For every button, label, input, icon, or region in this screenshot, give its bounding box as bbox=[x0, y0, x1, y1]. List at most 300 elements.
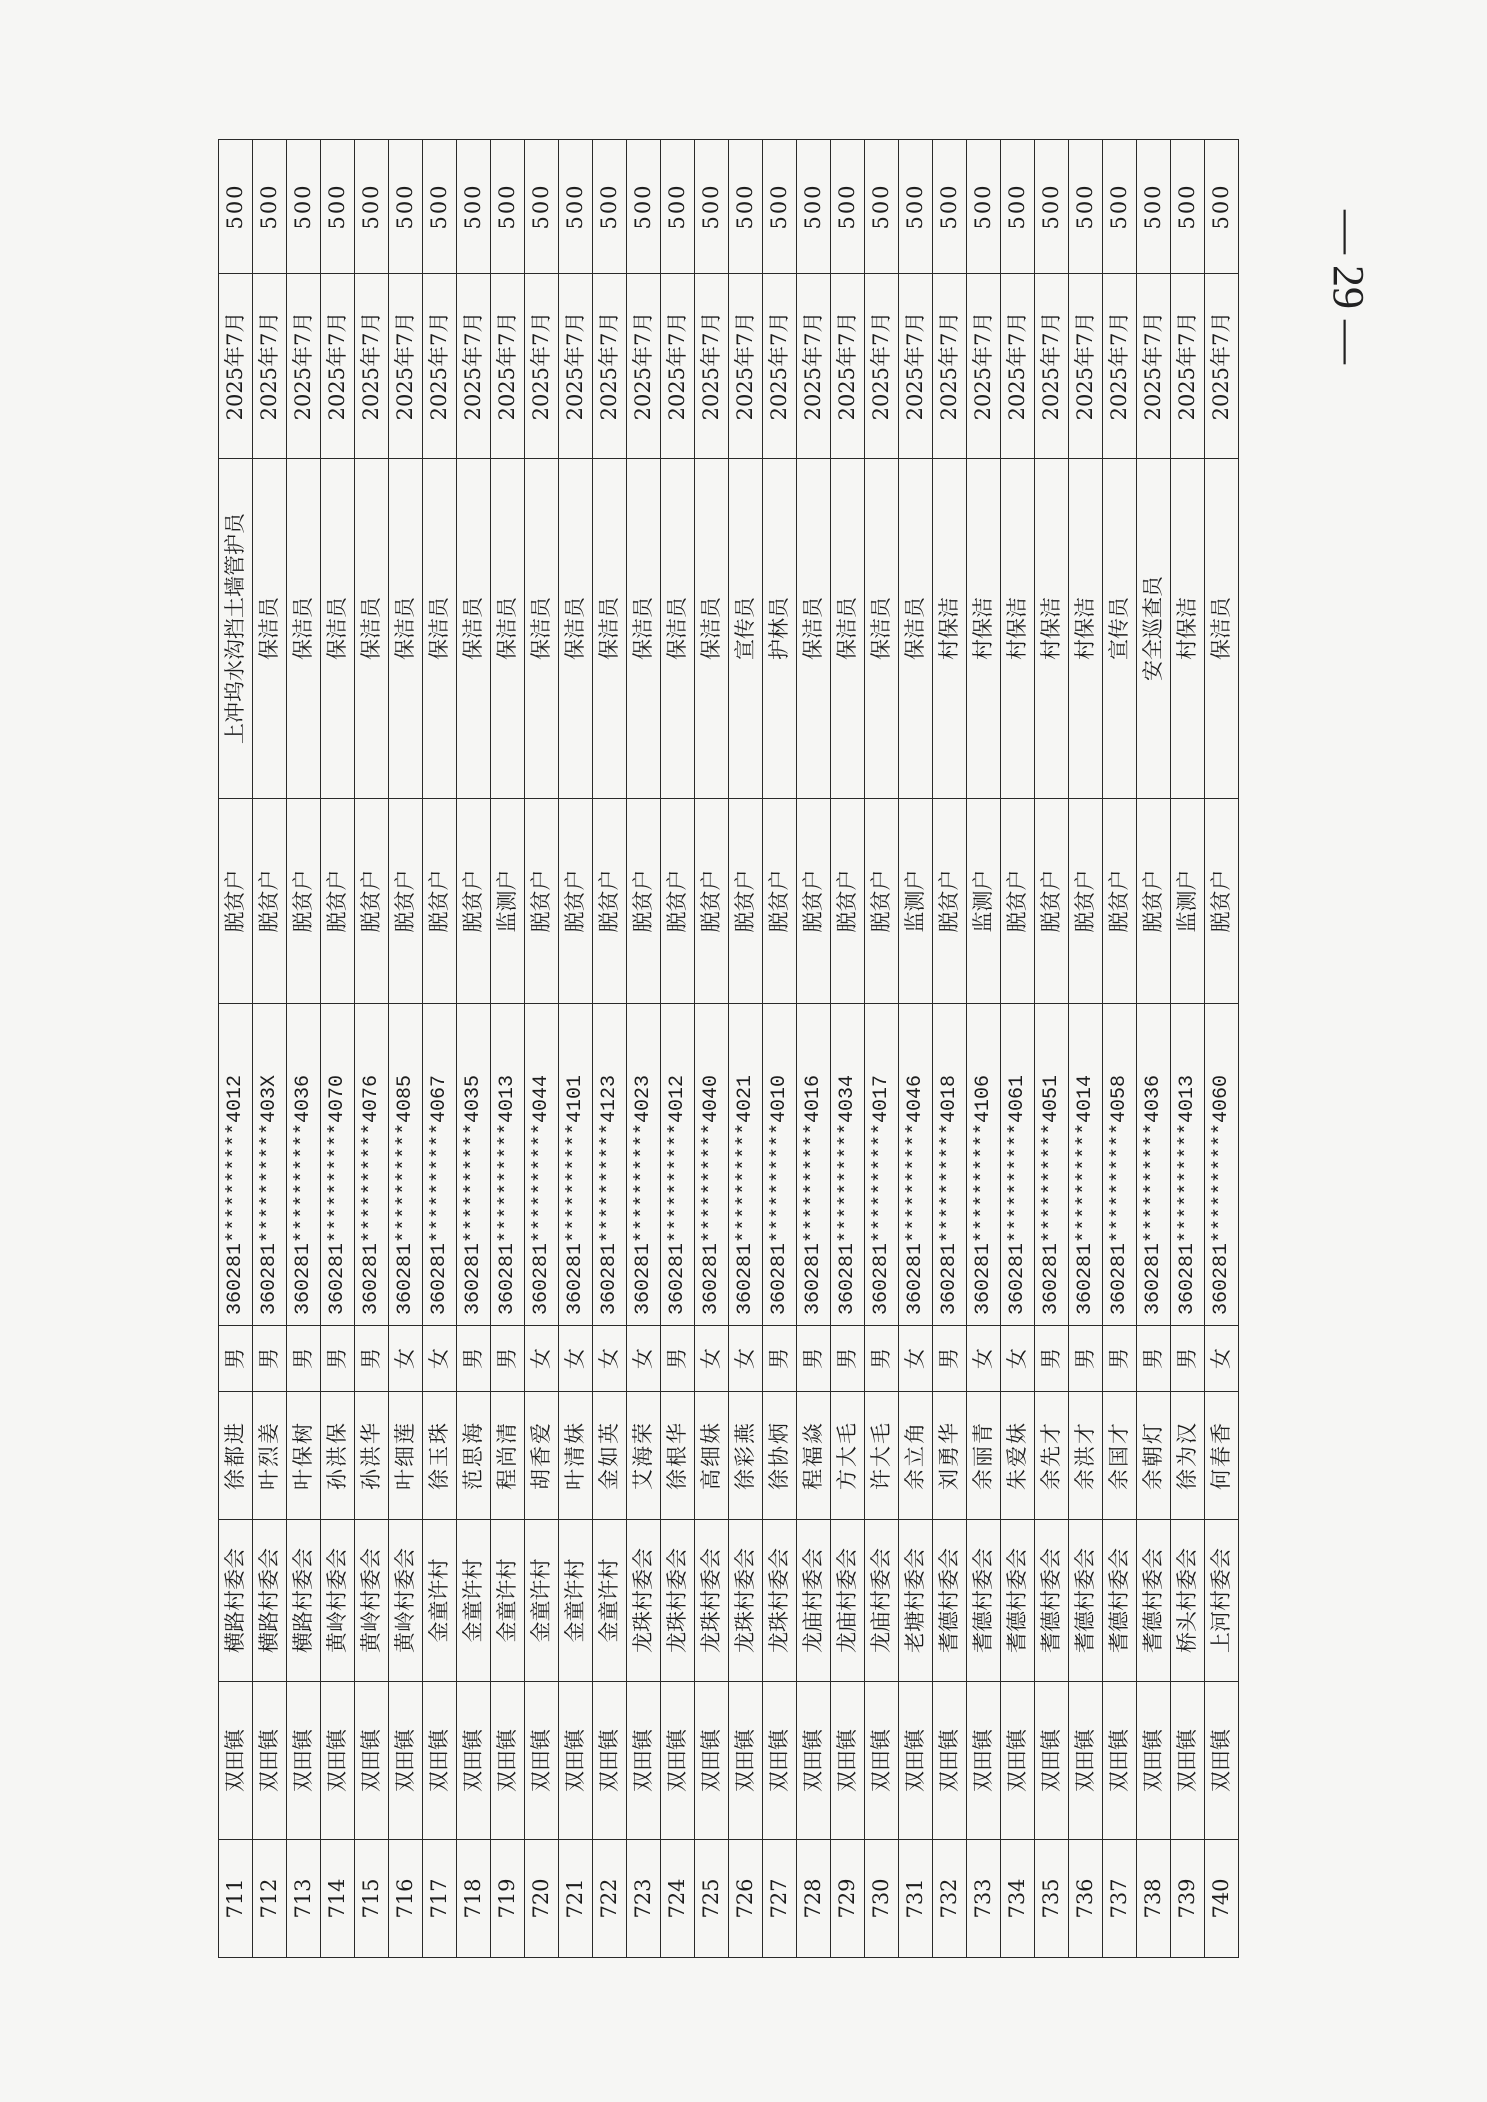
household-type-cell: 脱贫户 bbox=[457, 799, 491, 1004]
town-cell: 双田镇 bbox=[865, 1682, 899, 1840]
serial-number-cell: 714 bbox=[321, 1840, 355, 1958]
name-cell: 叶细莲 bbox=[389, 1392, 423, 1520]
village-cell: 龙珠村委会 bbox=[661, 1520, 695, 1682]
name-cell: 徐协炳 bbox=[763, 1392, 797, 1520]
village-cell: 龙庙村委会 bbox=[831, 1520, 865, 1682]
name-cell: 徐玉珠 bbox=[423, 1392, 457, 1520]
village-cell: 金童许村 bbox=[525, 1520, 559, 1682]
village-cell: 横路村委会 bbox=[219, 1520, 253, 1682]
table-row bbox=[967, 140, 1001, 1958]
gender-cell: 男 bbox=[831, 1326, 865, 1392]
town-cell: 双田镇 bbox=[1171, 1682, 1205, 1840]
gender-cell: 男 bbox=[1103, 1326, 1137, 1392]
name-cell: 程福焱 bbox=[797, 1392, 831, 1520]
table-row bbox=[627, 140, 661, 1958]
amount-cell: 500 bbox=[559, 140, 593, 274]
village-cell: 黄岭村委会 bbox=[355, 1520, 389, 1682]
post-cell: 村保洁 bbox=[933, 459, 967, 799]
village-cell: 金童许村 bbox=[559, 1520, 593, 1682]
household-type-cell: 脱贫户 bbox=[865, 799, 899, 1004]
post-cell: 保洁员 bbox=[831, 459, 865, 799]
serial-number-cell: 718 bbox=[457, 1840, 491, 1958]
month-cell: 2025年7月 bbox=[423, 274, 457, 459]
table-row bbox=[219, 140, 253, 1958]
serial-number-cell: 730 bbox=[865, 1840, 899, 1958]
table-row bbox=[1171, 140, 1205, 1958]
village-cell: 耆德村委会 bbox=[1069, 1520, 1103, 1682]
village-cell: 黄岭村委会 bbox=[389, 1520, 423, 1682]
month-cell: 2025年7月 bbox=[763, 274, 797, 459]
month-cell: 2025年7月 bbox=[831, 274, 865, 459]
table-row bbox=[253, 140, 287, 1958]
amount-cell: 500 bbox=[797, 140, 831, 274]
serial-number-cell: 722 bbox=[593, 1840, 627, 1958]
month-cell: 2025年7月 bbox=[1069, 274, 1103, 459]
town-cell: 双田镇 bbox=[1103, 1682, 1137, 1840]
table-row bbox=[559, 140, 593, 1958]
month-cell: 2025年7月 bbox=[1035, 274, 1069, 459]
town-cell: 双田镇 bbox=[695, 1682, 729, 1840]
post-cell: 村保洁 bbox=[967, 459, 1001, 799]
post-cell: 宣传员 bbox=[1103, 459, 1137, 799]
gender-cell: 女 bbox=[967, 1326, 1001, 1392]
name-cell: 余朝灯 bbox=[1137, 1392, 1171, 1520]
amount-cell: 500 bbox=[831, 140, 865, 274]
town-cell: 双田镇 bbox=[1137, 1682, 1171, 1840]
household-type-cell: 监测户 bbox=[491, 799, 525, 1004]
amount-cell: 500 bbox=[389, 140, 423, 274]
household-type-cell: 脱贫户 bbox=[253, 799, 287, 1004]
table-row bbox=[1205, 140, 1239, 1958]
amount-cell: 500 bbox=[627, 140, 661, 274]
village-cell: 耆德村委会 bbox=[933, 1520, 967, 1682]
id-number-cell: 360281**********4076 bbox=[355, 1004, 389, 1326]
serial-number-cell: 738 bbox=[1137, 1840, 1171, 1958]
name-cell: 朱爱妹 bbox=[1001, 1392, 1035, 1520]
month-cell: 2025年7月 bbox=[219, 274, 253, 459]
gender-cell: 女 bbox=[389, 1326, 423, 1392]
household-type-cell: 脱贫户 bbox=[525, 799, 559, 1004]
name-cell: 徐为汉 bbox=[1171, 1392, 1205, 1520]
household-type-cell: 脱贫户 bbox=[1137, 799, 1171, 1004]
table-row bbox=[457, 140, 491, 1958]
id-number-cell: 360281**********4070 bbox=[321, 1004, 355, 1326]
name-cell: 许大毛 bbox=[865, 1392, 899, 1520]
post-cell: 保洁员 bbox=[695, 459, 729, 799]
serial-number-cell: 716 bbox=[389, 1840, 423, 1958]
amount-cell: 500 bbox=[1137, 140, 1171, 274]
post-cell: 保洁员 bbox=[423, 459, 457, 799]
serial-number-cell: 731 bbox=[899, 1840, 933, 1958]
gender-cell: 女 bbox=[899, 1326, 933, 1392]
serial-number-cell: 713 bbox=[287, 1840, 321, 1958]
month-cell: 2025年7月 bbox=[321, 274, 355, 459]
amount-cell: 500 bbox=[1205, 140, 1239, 274]
village-cell: 耆德村委会 bbox=[1001, 1520, 1035, 1682]
gender-cell: 男 bbox=[1171, 1326, 1205, 1392]
post-cell: 保洁员 bbox=[287, 459, 321, 799]
amount-cell: 500 bbox=[593, 140, 627, 274]
post-cell: 保洁员 bbox=[593, 459, 627, 799]
village-cell: 耆德村委会 bbox=[1103, 1520, 1137, 1682]
id-number-cell: 360281**********4067 bbox=[423, 1004, 457, 1326]
month-cell: 2025年7月 bbox=[1205, 274, 1239, 459]
id-number-cell: 360281**********4058 bbox=[1103, 1004, 1137, 1326]
amount-cell: 500 bbox=[219, 140, 253, 274]
amount-cell: 500 bbox=[525, 140, 559, 274]
month-cell: 2025年7月 bbox=[355, 274, 389, 459]
id-number-cell: 360281**********4060 bbox=[1205, 1004, 1239, 1326]
post-cell: 村保洁 bbox=[1035, 459, 1069, 799]
gender-cell: 男 bbox=[763, 1326, 797, 1392]
page-number: — 29 — bbox=[1324, 210, 1373, 364]
amount-cell: 500 bbox=[457, 140, 491, 274]
id-number-cell: 360281**********4044 bbox=[525, 1004, 559, 1326]
household-type-cell: 脱贫户 bbox=[1035, 799, 1069, 1004]
amount-cell: 500 bbox=[1035, 140, 1069, 274]
household-type-cell: 监测户 bbox=[899, 799, 933, 1004]
table-container bbox=[218, 140, 1235, 1958]
town-cell: 双田镇 bbox=[525, 1682, 559, 1840]
town-cell: 双田镇 bbox=[933, 1682, 967, 1840]
household-type-cell: 脱贫户 bbox=[423, 799, 457, 1004]
table-row bbox=[1001, 140, 1035, 1958]
village-cell: 龙珠村委会 bbox=[763, 1520, 797, 1682]
town-cell: 双田镇 bbox=[457, 1682, 491, 1840]
gender-cell: 男 bbox=[457, 1326, 491, 1392]
id-number-cell: 360281**********4013 bbox=[1171, 1004, 1205, 1326]
serial-number-cell: 725 bbox=[695, 1840, 729, 1958]
gender-cell: 男 bbox=[491, 1326, 525, 1392]
month-cell: 2025年7月 bbox=[729, 274, 763, 459]
serial-number-cell: 715 bbox=[355, 1840, 389, 1958]
id-number-cell: 360281**********4034 bbox=[831, 1004, 865, 1326]
id-number-cell: 360281**********4085 bbox=[389, 1004, 423, 1326]
table-row bbox=[899, 140, 933, 1958]
serial-number-cell: 727 bbox=[763, 1840, 797, 1958]
amount-cell: 500 bbox=[423, 140, 457, 274]
gender-cell: 男 bbox=[865, 1326, 899, 1392]
month-cell: 2025年7月 bbox=[661, 274, 695, 459]
id-number-cell: 360281**********4013 bbox=[491, 1004, 525, 1326]
amount-cell: 500 bbox=[695, 140, 729, 274]
post-cell: 护林员 bbox=[763, 459, 797, 799]
town-cell: 双田镇 bbox=[219, 1682, 253, 1840]
post-cell: 保洁员 bbox=[321, 459, 355, 799]
household-type-cell: 脱贫户 bbox=[593, 799, 627, 1004]
post-cell: 村保洁 bbox=[1001, 459, 1035, 799]
id-number-cell: 360281**********4016 bbox=[797, 1004, 831, 1326]
amount-cell: 500 bbox=[1001, 140, 1035, 274]
post-cell: 保洁员 bbox=[525, 459, 559, 799]
serial-number-cell: 726 bbox=[729, 1840, 763, 1958]
post-cell: 保洁员 bbox=[661, 459, 695, 799]
gender-cell: 女 bbox=[423, 1326, 457, 1392]
gender-cell: 女 bbox=[1205, 1326, 1239, 1392]
table-row bbox=[593, 140, 627, 1958]
name-cell: 余国才 bbox=[1103, 1392, 1137, 1520]
household-type-cell: 脱贫户 bbox=[797, 799, 831, 1004]
name-cell: 叶烈姜 bbox=[253, 1392, 287, 1520]
amount-cell: 500 bbox=[1069, 140, 1103, 274]
table-row bbox=[423, 140, 457, 1958]
month-cell: 2025年7月 bbox=[627, 274, 661, 459]
gender-cell: 女 bbox=[695, 1326, 729, 1392]
household-type-cell: 脱贫户 bbox=[831, 799, 865, 1004]
town-cell: 双田镇 bbox=[1035, 1682, 1069, 1840]
town-cell: 双田镇 bbox=[967, 1682, 1001, 1840]
serial-number-cell: 739 bbox=[1171, 1840, 1205, 1958]
serial-number-cell: 712 bbox=[253, 1840, 287, 1958]
village-cell: 耆德村委会 bbox=[967, 1520, 1001, 1682]
table-row bbox=[831, 140, 865, 1958]
town-cell: 双田镇 bbox=[423, 1682, 457, 1840]
town-cell: 双田镇 bbox=[661, 1682, 695, 1840]
town-cell: 双田镇 bbox=[1205, 1682, 1239, 1840]
town-cell: 双田镇 bbox=[559, 1682, 593, 1840]
household-type-cell: 脱贫户 bbox=[627, 799, 661, 1004]
month-cell: 2025年7月 bbox=[253, 274, 287, 459]
town-cell: 双田镇 bbox=[321, 1682, 355, 1840]
town-cell: 双田镇 bbox=[593, 1682, 627, 1840]
household-type-cell: 监测户 bbox=[1171, 799, 1205, 1004]
id-number-cell: 360281**********4021 bbox=[729, 1004, 763, 1326]
post-cell: 保洁员 bbox=[899, 459, 933, 799]
month-cell: 2025年7月 bbox=[865, 274, 899, 459]
village-cell: 金童许村 bbox=[457, 1520, 491, 1682]
serial-number-cell: 711 bbox=[219, 1840, 253, 1958]
gender-cell: 男 bbox=[287, 1326, 321, 1392]
town-cell: 双田镇 bbox=[389, 1682, 423, 1840]
household-type-cell: 脱贫户 bbox=[661, 799, 695, 1004]
table-row bbox=[763, 140, 797, 1958]
post-cell: 保洁员 bbox=[355, 459, 389, 799]
gender-cell: 男 bbox=[253, 1326, 287, 1392]
gender-cell: 女 bbox=[627, 1326, 661, 1392]
village-cell: 龙珠村委会 bbox=[729, 1520, 763, 1682]
gender-cell: 男 bbox=[933, 1326, 967, 1392]
serial-number-cell: 740 bbox=[1205, 1840, 1239, 1958]
serial-number-cell: 717 bbox=[423, 1840, 457, 1958]
serial-number-cell: 736 bbox=[1069, 1840, 1103, 1958]
table-row bbox=[661, 140, 695, 1958]
gender-cell: 男 bbox=[321, 1326, 355, 1392]
amount-cell: 500 bbox=[933, 140, 967, 274]
month-cell: 2025年7月 bbox=[1137, 274, 1171, 459]
table-row bbox=[1035, 140, 1069, 1958]
gender-cell: 男 bbox=[1137, 1326, 1171, 1392]
month-cell: 2025年7月 bbox=[593, 274, 627, 459]
month-cell: 2025年7月 bbox=[1001, 274, 1035, 459]
village-cell: 桥头村委会 bbox=[1171, 1520, 1205, 1682]
town-cell: 双田镇 bbox=[1001, 1682, 1035, 1840]
table-row bbox=[1069, 140, 1103, 1958]
household-type-cell: 脱贫户 bbox=[321, 799, 355, 1004]
town-cell: 双田镇 bbox=[797, 1682, 831, 1840]
post-cell: 保洁员 bbox=[797, 459, 831, 799]
amount-cell: 500 bbox=[253, 140, 287, 274]
serial-number-cell: 732 bbox=[933, 1840, 967, 1958]
post-cell: 保洁员 bbox=[253, 459, 287, 799]
table-row bbox=[1103, 140, 1137, 1958]
village-cell: 金童许村 bbox=[491, 1520, 525, 1682]
post-cell: 保洁员 bbox=[559, 459, 593, 799]
id-number-cell: 360281**********4017 bbox=[865, 1004, 899, 1326]
id-number-cell: 360281**********4123 bbox=[593, 1004, 627, 1326]
village-cell: 耆德村委会 bbox=[1035, 1520, 1069, 1682]
amount-cell: 500 bbox=[865, 140, 899, 274]
name-cell: 高细妹 bbox=[695, 1392, 729, 1520]
month-cell: 2025年7月 bbox=[491, 274, 525, 459]
household-type-cell: 脱贫户 bbox=[1069, 799, 1103, 1004]
household-type-cell: 脱贫户 bbox=[1103, 799, 1137, 1004]
table-row bbox=[695, 140, 729, 1958]
serial-number-cell: 734 bbox=[1001, 1840, 1035, 1958]
household-type-cell: 脱贫户 bbox=[729, 799, 763, 1004]
id-number-cell: 360281**********4012 bbox=[661, 1004, 695, 1326]
town-cell: 双田镇 bbox=[763, 1682, 797, 1840]
table-row bbox=[933, 140, 967, 1958]
town-cell: 双田镇 bbox=[253, 1682, 287, 1840]
serial-number-cell: 735 bbox=[1035, 1840, 1069, 1958]
amount-cell: 500 bbox=[967, 140, 1001, 274]
amount-cell: 500 bbox=[1103, 140, 1137, 274]
id-number-cell: 360281**********4046 bbox=[899, 1004, 933, 1326]
village-cell: 横路村委会 bbox=[253, 1520, 287, 1682]
gender-cell: 女 bbox=[559, 1326, 593, 1392]
table-row bbox=[729, 140, 763, 1958]
town-cell: 双田镇 bbox=[1069, 1682, 1103, 1840]
amount-cell: 500 bbox=[491, 140, 525, 274]
amount-cell: 500 bbox=[321, 140, 355, 274]
id-number-cell: 360281**********4106 bbox=[967, 1004, 1001, 1326]
town-cell: 双田镇 bbox=[491, 1682, 525, 1840]
id-number-cell: 360281**********4018 bbox=[933, 1004, 967, 1326]
name-cell: 范思海 bbox=[457, 1392, 491, 1520]
name-cell: 胡香爱 bbox=[525, 1392, 559, 1520]
id-number-cell: 360281**********4040 bbox=[695, 1004, 729, 1326]
table-row bbox=[1137, 140, 1171, 1958]
village-cell: 黄岭村委会 bbox=[321, 1520, 355, 1682]
household-type-cell: 脱贫户 bbox=[219, 799, 253, 1004]
gender-cell: 男 bbox=[1069, 1326, 1103, 1392]
household-type-cell: 脱贫户 bbox=[1205, 799, 1239, 1004]
gender-cell: 男 bbox=[797, 1326, 831, 1392]
month-cell: 2025年7月 bbox=[457, 274, 491, 459]
serial-number-cell: 737 bbox=[1103, 1840, 1137, 1958]
id-number-cell: 360281**********4010 bbox=[763, 1004, 797, 1326]
post-cell: 上冲坞水沟挡土墙管护员 bbox=[219, 459, 253, 799]
village-cell: 耆德村委会 bbox=[1137, 1520, 1171, 1682]
household-type-cell: 脱贫户 bbox=[695, 799, 729, 1004]
household-type-cell: 监测户 bbox=[967, 799, 1001, 1004]
gender-cell: 男 bbox=[355, 1326, 389, 1392]
post-cell: 保洁员 bbox=[865, 459, 899, 799]
month-cell: 2025年7月 bbox=[559, 274, 593, 459]
village-cell: 龙珠村委会 bbox=[627, 1520, 661, 1682]
name-cell: 孙洪华 bbox=[355, 1392, 389, 1520]
id-number-cell: 360281**********4012 bbox=[219, 1004, 253, 1326]
id-number-cell: 360281**********403X bbox=[253, 1004, 287, 1326]
serial-number-cell: 719 bbox=[491, 1840, 525, 1958]
month-cell: 2025年7月 bbox=[525, 274, 559, 459]
gender-cell: 男 bbox=[1035, 1326, 1069, 1392]
serial-number-cell: 733 bbox=[967, 1840, 1001, 1958]
month-cell: 2025年7月 bbox=[933, 274, 967, 459]
id-number-cell: 360281**********4061 bbox=[1001, 1004, 1035, 1326]
month-cell: 2025年7月 bbox=[389, 274, 423, 459]
name-cell: 余先才 bbox=[1035, 1392, 1069, 1520]
name-cell: 余洪才 bbox=[1069, 1392, 1103, 1520]
household-type-cell: 脱贫户 bbox=[287, 799, 321, 1004]
village-cell: 龙庙村委会 bbox=[865, 1520, 899, 1682]
gender-cell: 男 bbox=[219, 1326, 253, 1392]
amount-cell: 500 bbox=[729, 140, 763, 274]
table-row bbox=[797, 140, 831, 1958]
gender-cell: 女 bbox=[525, 1326, 559, 1392]
household-type-cell: 脱贫户 bbox=[389, 799, 423, 1004]
village-cell: 龙珠村委会 bbox=[695, 1520, 729, 1682]
household-type-cell: 脱贫户 bbox=[1001, 799, 1035, 1004]
village-cell: 金童许村 bbox=[593, 1520, 627, 1682]
roster-table bbox=[218, 139, 1239, 1958]
name-cell: 余丽青 bbox=[967, 1392, 1001, 1520]
gender-cell: 女 bbox=[1001, 1326, 1035, 1392]
town-cell: 双田镇 bbox=[287, 1682, 321, 1840]
id-number-cell: 360281**********4014 bbox=[1069, 1004, 1103, 1326]
household-type-cell: 脱贫户 bbox=[933, 799, 967, 1004]
name-cell: 程尚清 bbox=[491, 1392, 525, 1520]
post-cell: 村保洁 bbox=[1069, 459, 1103, 799]
name-cell: 方大毛 bbox=[831, 1392, 865, 1520]
id-number-cell: 360281**********4036 bbox=[287, 1004, 321, 1326]
month-cell: 2025年7月 bbox=[1171, 274, 1205, 459]
serial-number-cell: 724 bbox=[661, 1840, 695, 1958]
serial-number-cell: 729 bbox=[831, 1840, 865, 1958]
village-cell: 横路村委会 bbox=[287, 1520, 321, 1682]
amount-cell: 500 bbox=[763, 140, 797, 274]
month-cell: 2025年7月 bbox=[797, 274, 831, 459]
name-cell: 徐根华 bbox=[661, 1392, 695, 1520]
post-cell: 宣传员 bbox=[729, 459, 763, 799]
roster-body bbox=[219, 140, 1239, 1958]
name-cell: 叶清妹 bbox=[559, 1392, 593, 1520]
table-row bbox=[321, 140, 355, 1958]
table-row bbox=[355, 140, 389, 1958]
month-cell: 2025年7月 bbox=[695, 274, 729, 459]
village-cell: 龙庙村委会 bbox=[797, 1520, 831, 1682]
name-cell: 金如英 bbox=[593, 1392, 627, 1520]
serial-number-cell: 728 bbox=[797, 1840, 831, 1958]
post-cell: 村保洁 bbox=[1171, 459, 1205, 799]
name-cell: 徐彩燕 bbox=[729, 1392, 763, 1520]
post-cell: 保洁员 bbox=[389, 459, 423, 799]
serial-number-cell: 720 bbox=[525, 1840, 559, 1958]
month-cell: 2025年7月 bbox=[899, 274, 933, 459]
table-row bbox=[389, 140, 423, 1958]
table-row bbox=[287, 140, 321, 1958]
town-cell: 双田镇 bbox=[831, 1682, 865, 1840]
month-cell: 2025年7月 bbox=[1103, 274, 1137, 459]
village-cell: 老塘村委会 bbox=[899, 1520, 933, 1682]
table-row bbox=[491, 140, 525, 1958]
town-cell: 双田镇 bbox=[899, 1682, 933, 1840]
amount-cell: 500 bbox=[661, 140, 695, 274]
post-cell: 保洁员 bbox=[1205, 459, 1239, 799]
amount-cell: 500 bbox=[287, 140, 321, 274]
post-cell: 保洁员 bbox=[457, 459, 491, 799]
id-number-cell: 360281**********4023 bbox=[627, 1004, 661, 1326]
